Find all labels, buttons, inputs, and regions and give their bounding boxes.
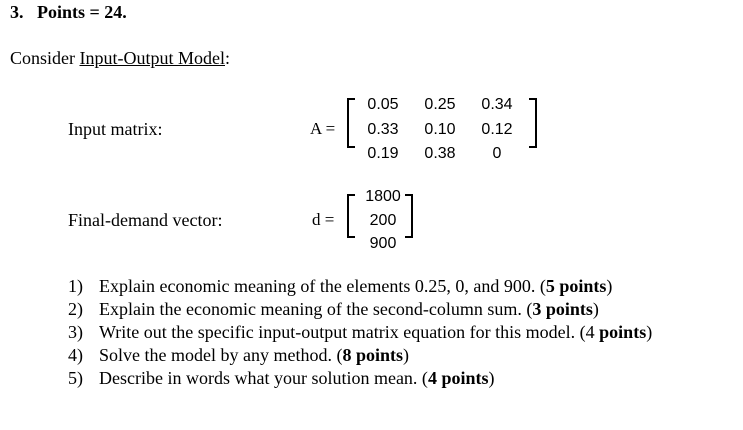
question-text: Write out the specific input-output matrix equation for this model. (4 bbox=[99, 322, 600, 342]
matrix-symbol: A = bbox=[310, 119, 336, 138]
matrix-cell: 0.38 bbox=[424, 145, 456, 162]
matrix-left-bracket bbox=[347, 98, 355, 148]
problem-number: 3. bbox=[10, 2, 24, 22]
question-item bbox=[68, 299, 599, 320]
question-number: 2) bbox=[68, 299, 83, 319]
matrix-cell: 0.12 bbox=[481, 121, 513, 138]
question-points: 4 points bbox=[427, 368, 489, 388]
intro-line bbox=[10, 48, 230, 69]
input-matrix-label: Input matrix: bbox=[68, 119, 163, 139]
matrix-cell: 0.10 bbox=[424, 121, 456, 138]
question-close: ) bbox=[488, 368, 495, 388]
question-number: 1) bbox=[68, 276, 83, 296]
vector-cell: 200 bbox=[369, 212, 397, 229]
question-number: 4) bbox=[68, 345, 83, 365]
question-text: Explain the economic meaning of the second-column sum. ( bbox=[99, 299, 533, 319]
question-item bbox=[68, 276, 612, 297]
final-demand-label: Final-demand vector: bbox=[68, 210, 223, 230]
problem-heading bbox=[10, 2, 127, 23]
question-item bbox=[68, 368, 494, 389]
question-points: points bbox=[599, 322, 647, 342]
question-item bbox=[68, 345, 409, 366]
vector-symbol: d = bbox=[312, 210, 335, 229]
vector-left-bracket bbox=[347, 194, 355, 238]
intro-prefix: Consider bbox=[10, 48, 80, 68]
matrix-cell: 0.33 bbox=[367, 121, 399, 138]
matrix-cell: 0.25 bbox=[424, 96, 456, 113]
question-close: ) bbox=[403, 345, 409, 365]
question-text: Solve the model by any method. ( bbox=[99, 345, 343, 365]
vector-cell: 900 bbox=[369, 235, 397, 252]
question-item bbox=[68, 322, 652, 343]
problem-points: Points = 24. bbox=[37, 2, 127, 22]
question-points: 8 points bbox=[342, 345, 403, 365]
question-number: 5) bbox=[68, 368, 83, 388]
question-text: Explain economic meaning of the elements 0.25, 0, and 900. ( bbox=[99, 276, 546, 296]
matrix-right-bracket bbox=[529, 98, 537, 148]
question-close: ) bbox=[646, 322, 653, 342]
question-points: 5 points bbox=[545, 276, 607, 296]
matrix-cell: 0 bbox=[492, 145, 502, 162]
question-points: 3 points bbox=[532, 299, 593, 319]
matrix-cell: 0.34 bbox=[481, 96, 513, 113]
vector-cell: 1800 bbox=[365, 188, 401, 205]
question-text: Describe in words what your solution mean. ( bbox=[99, 368, 428, 388]
matrix-cell: 0.05 bbox=[367, 96, 399, 113]
model-name: Input-Output Model bbox=[79, 48, 225, 68]
question-number: 3) bbox=[68, 322, 83, 342]
question-close: ) bbox=[606, 276, 613, 296]
intro-suffix: : bbox=[225, 48, 231, 68]
question-close: ) bbox=[592, 299, 599, 319]
matrix-cell: 0.19 bbox=[367, 145, 399, 162]
